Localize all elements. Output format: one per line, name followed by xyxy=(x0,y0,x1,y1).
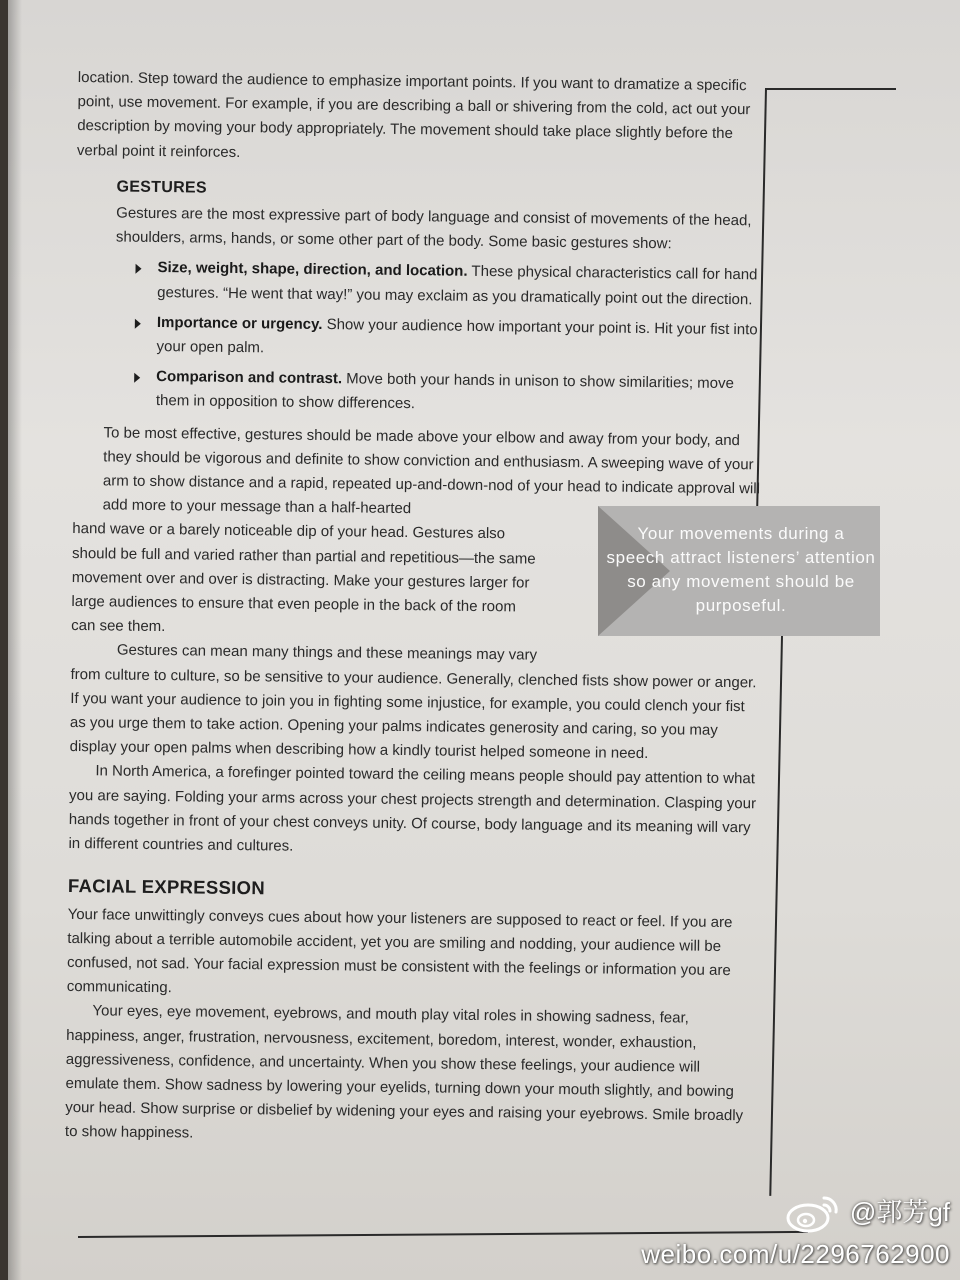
gesture-bullet-comparison xyxy=(130,365,765,421)
bullet-arrow-icon xyxy=(135,264,141,274)
facial-expression-heading: FACIAL EXPRESSION xyxy=(67,875,266,899)
gestures-heading: GESTURES xyxy=(116,178,208,197)
watermark-username: @郭芳gf xyxy=(849,1197,950,1227)
gestures-effective-paragraph: To be most effective, gestures should be made above your elbow and away from your body, and they should be vigorous and definite to show conviction and enthusiasm. A sweeping wave of your arm to show distance and a rapid, repeated up-and-down-nod of your head to indicate approval will add more to your message than a half-hearted xyxy=(102,423,761,518)
book-page xyxy=(8,0,960,1280)
gestures-intro: Gestures are the most expressive part of body language and consist of movements of the head, shoulders, arms, hands, or some other part of the body. Some basic gestures show: xyxy=(115,204,752,253)
sidebar-rule-top xyxy=(766,88,896,90)
watermark-url: weibo.com/u/2296762900 xyxy=(641,1239,950,1269)
bullet-text: Show your audience how important your point is. Hit your fist into your open palm. xyxy=(156,315,758,357)
facial-paragraph-1: Your face unwittingly conveys cues about how your listeners are supposed to react or feel. If you are talking about a terrible automobile accident, yet you are smiling and nodding, your audience will be confused, not sad. Your facial expression must be consistent with the feelings or information you are communicating. xyxy=(66,905,733,997)
gesture-bullet-importance xyxy=(130,310,765,366)
bullet-arrow-icon xyxy=(134,373,140,383)
bullet-term: Comparison and contrast. xyxy=(156,368,343,388)
bullet-text: These physical characteristics call for hand gestures. “He went that way!” you may exclaim as you dramatically point out the direction. xyxy=(157,263,758,308)
page-binding-shadow xyxy=(8,0,22,1280)
facial-paragraph-2: Your eyes, eye movement, eyebrows, and mouth play vital roles in showing sadness, fear, happiness, anger, frustration, nervousness, excitement, boredom, interest, wonder, exhaustion, aggressiveness, confidence, and uncertainty. When you show these feelings, your audience will emulate them. Show sadness by lowering your eyelids, turning down your mouth slightly, and bowing your head. Show surprise or disbelief by widening your eyes and raising your eyebrows. Smile broadly to show happiness. xyxy=(64,1002,744,1142)
weibo-logo-icon xyxy=(784,1190,844,1234)
pull-quote-text: Your movements during a speech attract listeners’ attention so any movement should be purposeful. xyxy=(606,524,876,615)
bullet-arrow-icon xyxy=(135,319,141,329)
bullet-text: Move both your hands in unison to show similarities; move them in opposition to show differences. xyxy=(155,370,734,413)
pull-quote-box xyxy=(598,506,880,636)
gesture-bullet-size xyxy=(131,256,766,312)
weibo-watermark xyxy=(641,1190,950,1270)
sidebar-rule-vertical-lower xyxy=(769,636,783,1196)
watermark-user-row xyxy=(641,1190,950,1234)
gestures-effective-continued: hand wave or a barely noticeable dip of your head. Gestures also should be full and varied rather than partial and repetitious—the same movement over and over is distracting. Make your gestures larger for large audiences to ensure that even people in the back of the room can see them. xyxy=(71,520,536,636)
lead-paragraph: location. Step toward the audience to emphasize important points. If you want to dramatize a specific point, use movement. For example, if you are describing a ball or shivering from the cold, act out your description by moving your body appropriately. The movement should take place slightly before the verbal point it reinforces. xyxy=(76,68,751,161)
north-america-paragraph: In North America, a forefinger pointed toward the ceiling means people should pay attention to what you are saying. Folding your arms across your chest projects strength and determination. Clasping your hands together in front of your chest conveys unity. Of course, body language and its meaning will vary in different countries and cultures. xyxy=(68,762,757,855)
bullet-term: Size, weight, shape, direction, and location. xyxy=(157,259,468,281)
gestures-culture-start: Gestures can mean many things and these meanings may vary xyxy=(116,641,538,665)
bullet-term: Importance or urgency. xyxy=(156,313,323,333)
gestures-culture-paragraph: from culture to culture, so be sensitive to your audience. Generally, clenched fists show power or anger. If you want your audience to join you in fighting some injustice, for example, you could clench your fist as you urge them to take action. Opening your palms indicates generosity and caring, so you may display your open palms when describing how a kindly tourist helped someone in need. xyxy=(69,665,757,763)
